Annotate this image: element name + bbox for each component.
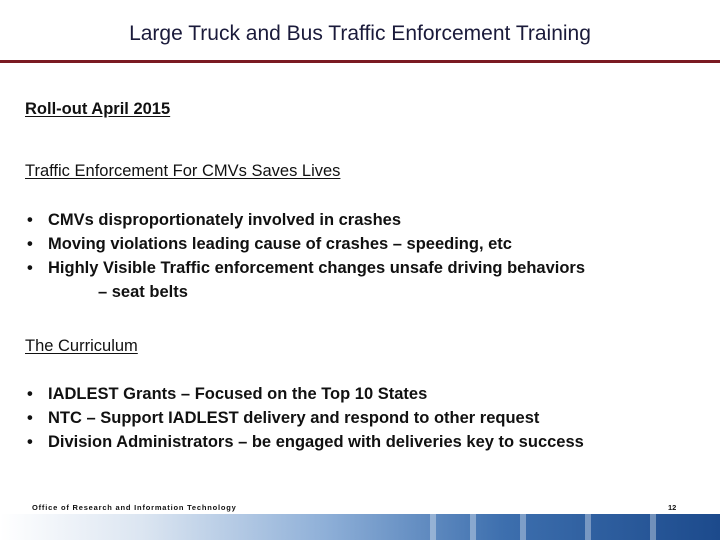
traffic-enforcement-list — [25, 208, 585, 304]
list-item — [25, 232, 585, 256]
banner-stripe — [520, 514, 526, 540]
traffic-enforcement-heading: Traffic Enforcement For CMVs Saves Lives — [25, 162, 341, 180]
bullet-text: Moving violations leading cause of crashes – speeding, etc — [48, 235, 512, 253]
footer-banner — [0, 514, 720, 540]
bullet-text: NTC – Support IADLEST delivery and respond to other request — [48, 409, 540, 427]
footer-office-name: Office of Research and Information Technology — [32, 503, 237, 512]
bullet-icon: • — [27, 211, 33, 229]
slide-title: Large Truck and Bus Traffic Enforcement Training — [129, 22, 591, 45]
bullet-icon: • — [27, 409, 33, 427]
banner-stripe — [585, 514, 591, 540]
bullet-icon: • — [27, 259, 33, 277]
bullet-icon: • — [27, 235, 33, 253]
bullet-text: Division Administrators – be engaged with deliveries key to success — [48, 433, 584, 451]
curriculum-list — [25, 382, 584, 454]
list-item — [25, 382, 584, 406]
list-item — [25, 430, 584, 454]
bullet-continuation: – seat belts — [98, 283, 188, 301]
list-item — [25, 406, 584, 430]
bullet-text: Highly Visible Traffic enforcement changes unsafe driving behaviors — [48, 259, 586, 277]
list-item — [25, 256, 585, 304]
title-divider — [0, 60, 720, 63]
curriculum-heading: The Curriculum — [25, 337, 138, 355]
bullet-text: IADLEST Grants – Focused on the Top 10 States — [48, 385, 428, 403]
bullet-icon: • — [27, 385, 33, 403]
page-number: 12 — [668, 503, 677, 512]
list-item — [25, 208, 585, 232]
rollout-heading: Roll-out April 2015 — [25, 100, 171, 118]
banner-stripe — [470, 514, 476, 540]
bullet-icon: • — [27, 433, 33, 451]
banner-stripe — [650, 514, 656, 540]
banner-stripe — [430, 514, 436, 540]
bullet-text: CMVs disproportionately involved in crashes — [48, 211, 402, 229]
